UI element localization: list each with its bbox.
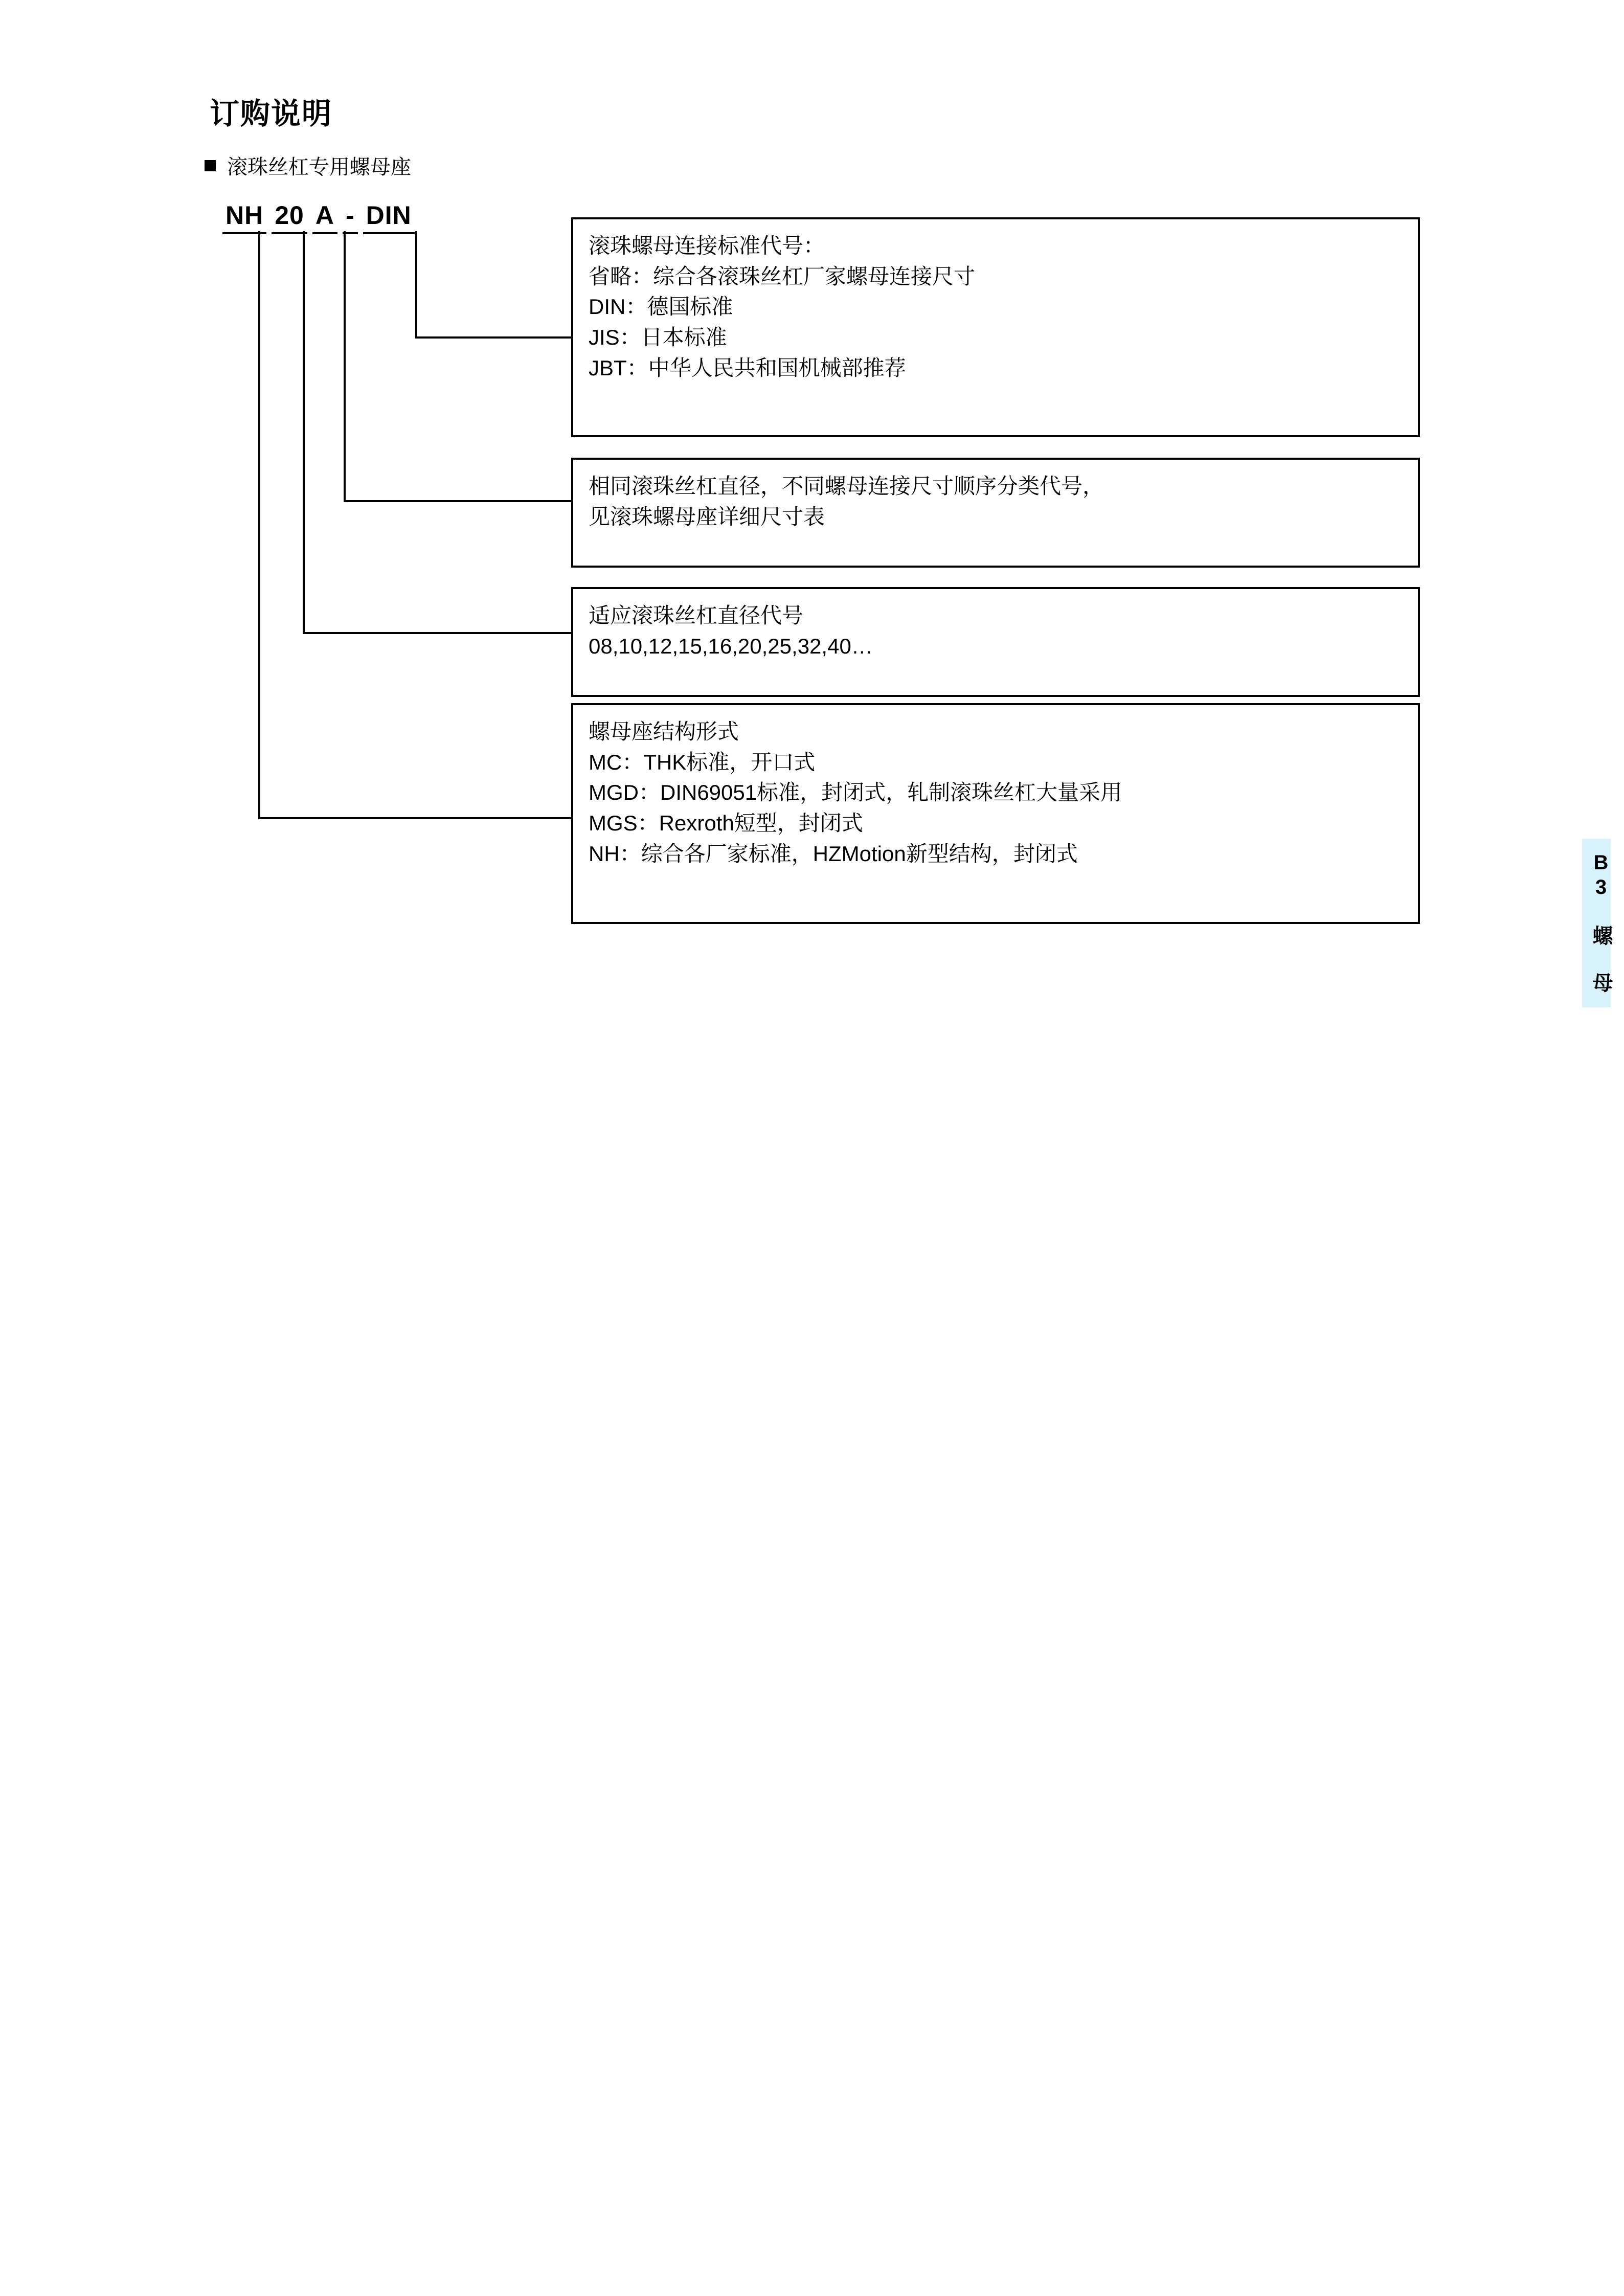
leader-line-structure-vertical	[258, 231, 260, 819]
square-bullet-icon	[205, 160, 216, 171]
desc-box-nut-housing-structure	[571, 703, 1420, 924]
leader-line-standard-horizontal	[415, 336, 571, 339]
leader-line-structure-horizontal	[258, 817, 571, 819]
desc-box-screw-diameter-code	[571, 587, 1420, 697]
desc-line: 适应滚珠丝杠直径代号	[589, 603, 804, 627]
model-code-separator: -	[343, 200, 358, 234]
leader-line-diameter-vertical	[303, 231, 305, 634]
desc-line: NH：综合各厂家标准，HZMotion新型结构，封闭式	[589, 841, 1078, 866]
desc-box-nut-standard-code	[571, 217, 1420, 437]
leader-line-classification-vertical	[344, 231, 346, 502]
desc-line: 相同滚珠丝杠直径，不同螺母连接尺寸顺序分类代号，	[589, 474, 1104, 498]
model-code-part-structure: NH	[222, 200, 266, 234]
desc-line: 08,10,12,15,16,20,25,32,40…	[589, 634, 873, 658]
section-bullet	[205, 151, 411, 180]
desc-line: DIN：德国标准	[589, 295, 733, 319]
side-tab-label: B3 螺 母	[1590, 851, 1612, 995]
desc-line: 滚珠螺母连接标准代号：	[589, 234, 825, 258]
desc-line: JIS：日本标准	[589, 325, 727, 349]
model-code	[222, 200, 415, 234]
desc-line: 见滚珠螺母座详细尺寸表	[589, 504, 825, 529]
model-code-part-classification: A	[312, 200, 337, 234]
page-title: 订购说明	[210, 97, 333, 130]
leader-line-classification-horizontal	[344, 500, 571, 502]
model-code-part-standard: DIN	[363, 200, 415, 234]
section-bullet-label: 滚珠丝杠专用螺母座	[227, 156, 411, 178]
leader-line-diameter-horizontal	[303, 632, 571, 634]
desc-line: MC：THK标准，开口式	[589, 750, 816, 774]
desc-line: 螺母座结构形式	[589, 719, 739, 744]
desc-line: MGS：Rexroth短型，封闭式	[589, 811, 863, 835]
model-code-part-diameter: 20	[272, 200, 307, 234]
desc-line: 省略：综合各滚珠丝杠厂家螺母连接尺寸	[589, 264, 976, 288]
desc-line: JBT：中华人民共和国机械部推荐	[589, 355, 906, 380]
desc-box-same-diameter-classification	[571, 458, 1420, 568]
desc-line: MGD：DIN69051标准，封闭式，轧制滚珠丝杠大量采用	[589, 780, 1122, 805]
leader-line-standard-vertical	[415, 231, 417, 339]
